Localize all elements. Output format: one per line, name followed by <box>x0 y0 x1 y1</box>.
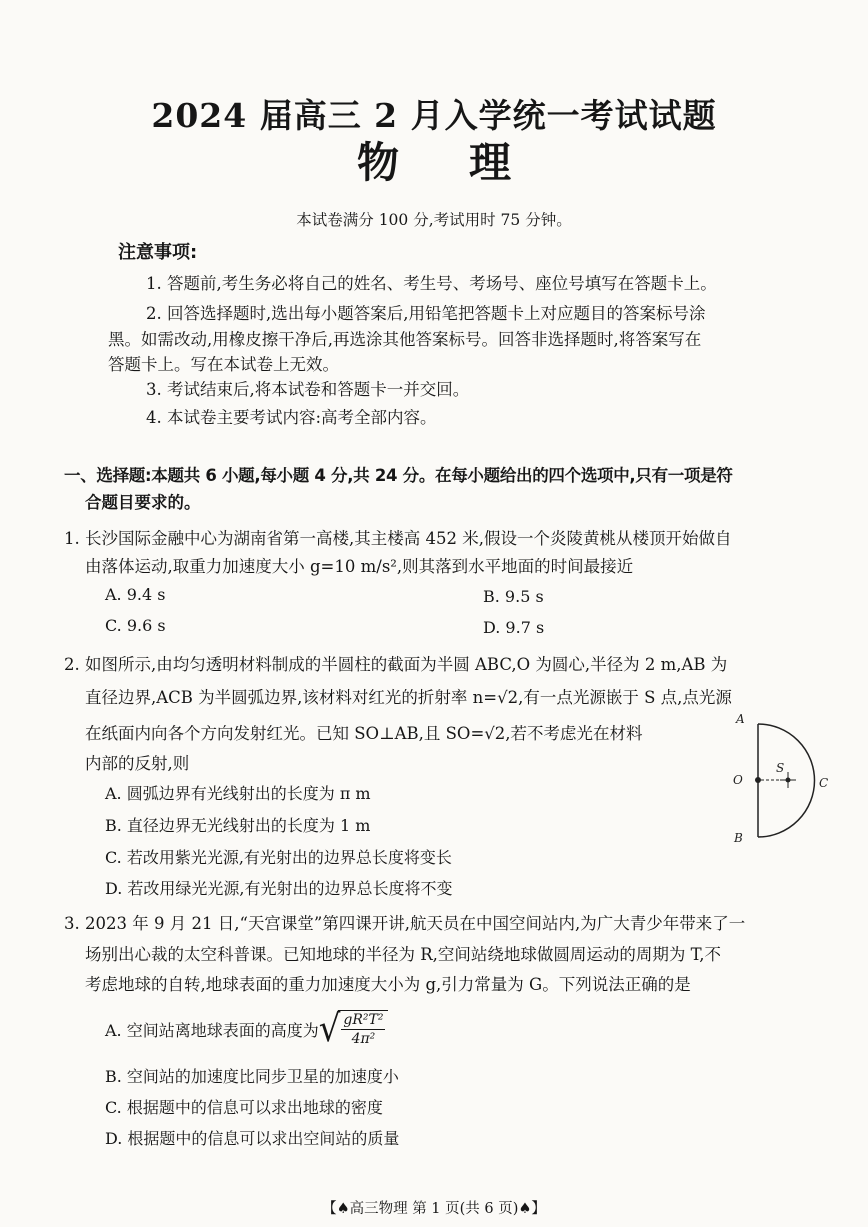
exam-title: 2024 届高三 2 月入学统一考试试题 <box>151 96 717 135</box>
q3-option-d: D. 根据题中的信息可以求出空间站的质量 <box>105 1129 400 1148</box>
notice-heading: 注意事项: <box>118 242 198 263</box>
q3-stem-cont-2: 考虑地球的自转,地球表面的重力加速度大小为 g,引力常量为 G。下列说法正确的是 <box>85 975 691 994</box>
label-s: S <box>776 761 785 775</box>
label-o: O <box>733 773 743 787</box>
q2-stem: 2. 如图所示,由均匀透明材料制成的半圆柱的截面为半圆 ABC,O 为圆心,半径为 2 m,AB 为 <box>64 655 728 674</box>
q1-option-b: B. 9.5 s <box>483 587 544 606</box>
notice-item-2: 2. 回答选择题时,选出每小题答案后,用铅笔把答题卡上对应题目的答案标号涂 <box>146 304 706 323</box>
q2-option-b: B. 直径边界无光线射出的长度为 1 m <box>105 816 371 835</box>
q2-option-d: D. 若改用绿光光源,有光射出的边界总长度将不变 <box>105 879 453 898</box>
label-c: C <box>819 776 829 790</box>
section-heading-cont: 合题目要求的。 <box>85 493 201 512</box>
label-b: B <box>734 831 743 845</box>
section-heading: 一、选择题:本题共 6 小题,每小题 4 分,共 24 分。在每小题给出的四个选项中,只有一项是符 <box>64 466 733 485</box>
q2-option-c: C. 若改用紫光光源,有光射出的边界总长度将变长 <box>105 848 452 867</box>
subject-char-2: 理 <box>469 138 512 187</box>
notice-item-2-cont-2: 答题卡上。写在本试卷上无效。 <box>108 355 339 374</box>
q3-stem-cont-1: 场别出心裁的太空科普课。已知地球的半径为 R,空间站绕地球做圆周运动的周期为 T,不 <box>85 945 721 964</box>
semicircle-figure <box>728 712 838 847</box>
notice-item-1: 1. 答题前,考生务必将自己的姓名、考生号、考场号、座位号填写在答题卡上。 <box>146 274 717 293</box>
q3-option-b: B. 空间站的加速度比同步卫星的加速度小 <box>105 1067 399 1086</box>
q1-stem-cont: 由落体运动,取重力加速度大小 g=10 m/s²,则其落到水平地面的时间最接近 <box>85 557 634 576</box>
sqrt-icon: √ <box>318 1007 341 1051</box>
notice-item-3: 3. 考试结束后,将本试卷和答题卡一并交回。 <box>146 380 470 399</box>
q1-option-d: D. 9.7 s <box>483 618 545 637</box>
subject-char-1: 物 <box>356 138 399 187</box>
q2-stem-cont-1: 直径边界,ACB 为半圆弧边界,该材料对红光的折射率 n=√2,有一点光源嵌于 S 点,点光源 <box>85 688 732 707</box>
page-footer: 【♠高三物理 第 1 页(共 6 页)♠】 <box>322 1201 546 1217</box>
q2-stem-cont-2: 在纸面内向各个方向发射红光。已知 SO⊥AB,且 SO=√2,若不考虑光在材料 <box>85 724 643 743</box>
notice-item-4: 4. 本试卷主要考试内容:高考全部内容。 <box>146 408 437 427</box>
q3-option-a <box>105 1007 388 1051</box>
exam-info: 本试卷满分 100 分,考试用时 75 分钟。 <box>296 211 572 229</box>
q3-stem: 3. 2023 年 9 月 21 日,“天宫课堂”第四课开讲,航天员在中国空间站内,为广大青少年带来了一 <box>64 914 746 933</box>
q1-stem: 1. 长沙国际金融中心为湖南省第一高楼,其主楼高 452 米,假设一个炎陵黄桃从楼顶开始做自 <box>64 529 732 548</box>
formula-numerator: gR²T² <box>343 1012 384 1028</box>
notice-item-2-cont: 黑。如需改动,用橡皮擦干净后,再选涂其他答案标号。回答非选择题时,将答案写在 <box>108 330 702 349</box>
q3-option-a-text: A. 空间站离地球表面的高度为 <box>105 1020 319 1040</box>
center-point-o <box>755 777 761 783</box>
q3-option-c: C. 根据题中的信息可以求出地球的密度 <box>105 1098 383 1117</box>
q1-option-c: C. 9.6 s <box>105 616 166 635</box>
formula-denominator: 4π² <box>351 1031 376 1047</box>
q2-option-a: A. 圆弧边界有光线射出的长度为 π m <box>105 784 371 803</box>
q2-stem-cont-3: 内部的反射,则 <box>85 754 190 773</box>
q1-option-a: A. 9.4 s <box>105 585 166 604</box>
subject-title <box>0 130 868 190</box>
sqrt-formula <box>318 1007 389 1051</box>
label-a: A <box>736 712 745 726</box>
